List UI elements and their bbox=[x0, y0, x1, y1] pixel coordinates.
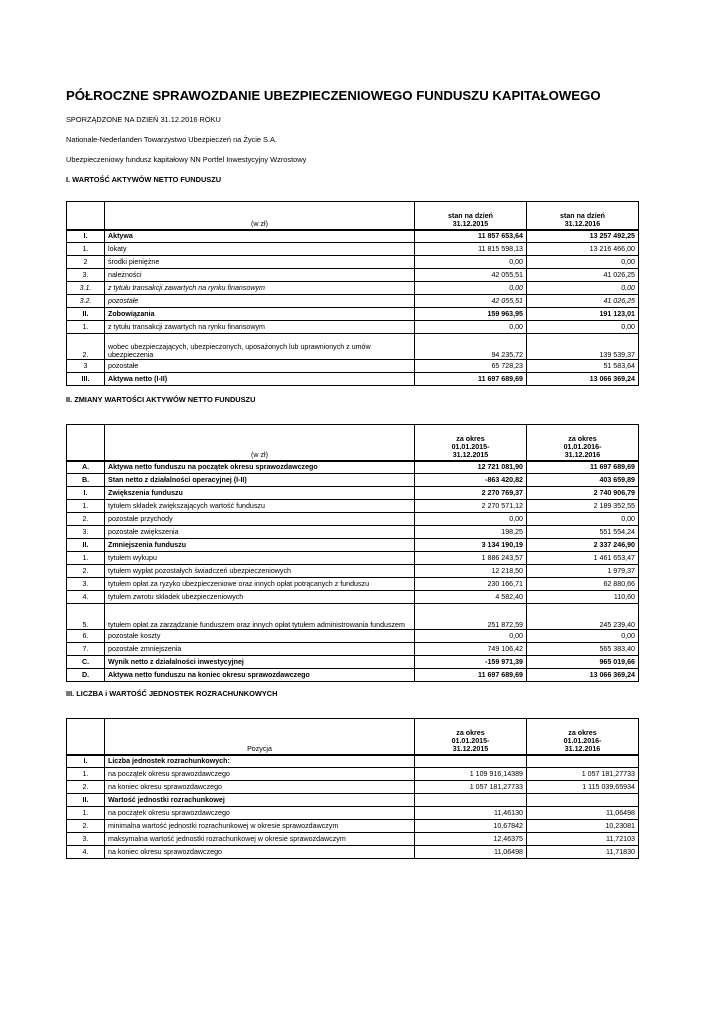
row-number-cell: 6. bbox=[67, 630, 105, 643]
header-col2-cell bbox=[527, 202, 639, 230]
row-label-cell: pozostałe bbox=[105, 295, 415, 308]
row-label-cell: tytułem wykupu bbox=[105, 552, 415, 565]
row-label-cell: tytułem zwrotu składek ubezpieczeniowych bbox=[105, 591, 415, 604]
row-number-cell: 7. bbox=[67, 643, 105, 656]
row-label-cell: wobec ubezpieczających, ubezpieczonych, uposażonych lub uprawnionych z umów ubezpieczenia bbox=[105, 334, 415, 360]
row-value2-cell: 1 057 181,27733 bbox=[527, 768, 639, 781]
row-label-cell: tytułem opłat za zarządzanie funduszem oraz innych opłat tytułem administrowania funduszem bbox=[105, 604, 415, 630]
row-number-cell: 2. bbox=[67, 513, 105, 526]
section3-heading: III. LICZBA i WARTOŚĆ JEDNOSTEK ROZRACHUNKOWYCH bbox=[66, 689, 278, 698]
section2-heading: II. ZMIANY WARTOŚCI AKTYWÓW NETTO FUNDUSZU bbox=[66, 395, 256, 404]
table-row bbox=[67, 360, 639, 373]
table-row bbox=[67, 500, 639, 513]
row-number-cell: II. bbox=[67, 308, 105, 321]
col2-to: 31.12.2016 bbox=[564, 451, 601, 460]
row-label-cell: pozostałe bbox=[105, 360, 415, 373]
net-assets-changes-body bbox=[67, 461, 639, 682]
row-label-cell: maksymalna wartość jednostki rozrachunkowej w okresie sprawozdawczym bbox=[105, 833, 415, 846]
col1-caption: stan na dzień bbox=[448, 212, 493, 221]
row-label-cell: z tytułu transakcji zawartych na rynku finansowym bbox=[105, 282, 415, 295]
table-row bbox=[67, 243, 639, 256]
row-label-cell: należności bbox=[105, 269, 415, 282]
row-number-cell: 4. bbox=[67, 591, 105, 604]
col2-caption: stan na dzień bbox=[560, 212, 605, 221]
row-value1-cell: 11 857 653,64 bbox=[415, 230, 527, 243]
row-value2-cell: 0,00 bbox=[527, 630, 639, 643]
col2-from: 01.01.2016- bbox=[563, 737, 602, 746]
report-title: PÓŁROCZNE SPRAWOZDANIE UBEZPIECZENIOWEGO FUNDUSZU KAPITAŁOWEGO bbox=[66, 88, 601, 103]
col1-to: 31.12.2015 bbox=[452, 451, 489, 460]
table-row bbox=[67, 256, 639, 269]
row-value1-cell: 4 582,40 bbox=[415, 591, 527, 604]
table-row bbox=[67, 669, 639, 682]
row-value2-cell: 11,71830 bbox=[527, 846, 639, 859]
col1-date: 31.12.2015 bbox=[452, 220, 489, 229]
row-value2-cell: 0,00 bbox=[527, 282, 639, 295]
table-row bbox=[67, 643, 639, 656]
row-number-cell: 3. bbox=[67, 269, 105, 282]
row-value1-cell: 11 697 689,69 bbox=[415, 373, 527, 386]
settlement-units-table bbox=[66, 718, 639, 859]
header-lp-cell bbox=[67, 425, 105, 461]
row-value1-cell: 0,00 bbox=[415, 282, 527, 295]
col2-caption: za okres bbox=[568, 435, 597, 444]
col2-from: 01.01.2016- bbox=[563, 443, 602, 452]
row-value1-cell: 0,00 bbox=[415, 321, 527, 334]
row-label-cell: tytułem wypłat pozostałych świadczeń ubezpieczeniowych bbox=[105, 565, 415, 578]
row-value2-cell: 10,23081 bbox=[527, 820, 639, 833]
row-label-cell: Aktywa netto funduszu na początek okresu sprawozdawczego bbox=[105, 461, 415, 474]
row-value1-cell: 230 166,71 bbox=[415, 578, 527, 591]
row-number-cell: B. bbox=[67, 474, 105, 487]
table-row bbox=[67, 308, 639, 321]
col1-caption: za okres bbox=[456, 729, 485, 738]
row-value2-cell: 565 383,40 bbox=[527, 643, 639, 656]
table-row bbox=[67, 513, 639, 526]
table-row bbox=[67, 578, 639, 591]
col1-to: 31.12.2015 bbox=[452, 745, 489, 754]
net-assets-table bbox=[66, 201, 639, 386]
row-value1-cell bbox=[415, 755, 527, 768]
row-number-cell: 3. bbox=[67, 833, 105, 846]
table-row bbox=[67, 487, 639, 500]
row-value2-cell: 1 115 039,65934 bbox=[527, 781, 639, 794]
row-value2-cell: 139 539,37 bbox=[527, 334, 639, 360]
row-value1-cell: 11,46130 bbox=[415, 807, 527, 820]
row-value2-cell: 41 026,25 bbox=[527, 269, 639, 282]
row-value2-cell: 51 583,64 bbox=[527, 360, 639, 373]
row-value1-cell bbox=[415, 794, 527, 807]
row-label-cell: tytułem składek zwiększających wartość funduszu bbox=[105, 500, 415, 513]
row-value1-cell: 159 963,95 bbox=[415, 308, 527, 321]
table-row bbox=[67, 604, 639, 630]
row-value2-cell: 2 740 906,79 bbox=[527, 487, 639, 500]
table-row bbox=[67, 846, 639, 859]
row-value2-cell: 13 066 369,24 bbox=[527, 373, 639, 386]
table-row bbox=[67, 461, 639, 474]
row-label-cell: Zmniejszenia funduszu bbox=[105, 539, 415, 552]
row-value1-cell: 1 886 243,57 bbox=[415, 552, 527, 565]
col1-caption: za okres bbox=[456, 435, 485, 444]
section1-heading: I. WARTOŚĆ AKTYWÓW NETTO FUNDUSZU bbox=[66, 175, 222, 184]
row-number-cell: 1. bbox=[67, 552, 105, 565]
row-value1-cell: -863 420,82 bbox=[415, 474, 527, 487]
row-number-cell: 5. bbox=[67, 604, 105, 630]
row-label-cell: pozostałe koszty bbox=[105, 630, 415, 643]
settlement-units-body bbox=[67, 755, 639, 859]
table-row bbox=[67, 781, 639, 794]
header-col1-cell bbox=[415, 425, 527, 461]
row-value2-cell: 13 216 466,00 bbox=[527, 243, 639, 256]
row-value1-cell: 11,06498 bbox=[415, 846, 527, 859]
table-row bbox=[67, 768, 639, 781]
row-value2-cell: 0,00 bbox=[527, 256, 639, 269]
table-header-row bbox=[67, 425, 639, 461]
row-value2-cell bbox=[527, 794, 639, 807]
row-label-cell: minimalna wartość jednostki rozrachunkowej w okresie sprawozdawczym bbox=[105, 820, 415, 833]
row-number-cell: III. bbox=[67, 373, 105, 386]
row-value1-cell: 11 697 689,69 bbox=[415, 669, 527, 682]
row-value2-cell: 62 880,66 bbox=[527, 578, 639, 591]
row-label-cell: na koniec okresu sprawozdawczego bbox=[105, 781, 415, 794]
row-value1-cell: 0,00 bbox=[415, 256, 527, 269]
row-value2-cell: 191 123,01 bbox=[527, 308, 639, 321]
row-value2-cell: 11,06498 bbox=[527, 807, 639, 820]
row-label-cell: Aktywa netto (I-II) bbox=[105, 373, 415, 386]
row-number-cell: D. bbox=[67, 669, 105, 682]
row-value2-cell: 403 659,89 bbox=[527, 474, 639, 487]
row-value2-cell: 1 461 653,47 bbox=[527, 552, 639, 565]
table-row bbox=[67, 630, 639, 643]
row-value2-cell bbox=[527, 755, 639, 768]
row-number-cell: 2. bbox=[67, 781, 105, 794]
header-col2-cell bbox=[527, 719, 639, 755]
row-label-cell: środki pieniężne bbox=[105, 256, 415, 269]
table-row bbox=[67, 373, 639, 386]
header-position-cell: Pozycja bbox=[105, 719, 415, 755]
row-number-cell: 3. bbox=[67, 526, 105, 539]
row-label-cell: lokaty bbox=[105, 243, 415, 256]
table-row bbox=[67, 526, 639, 539]
row-value2-cell: 13 257 492,25 bbox=[527, 230, 639, 243]
row-number-cell: 3. bbox=[67, 578, 105, 591]
header-col2-cell bbox=[527, 425, 639, 461]
row-label-cell: Wynik netto z działalności inwestycyjnej bbox=[105, 656, 415, 669]
col2-to: 31.12.2016 bbox=[564, 745, 601, 754]
table-row bbox=[67, 474, 639, 487]
row-value1-cell: 42 055,51 bbox=[415, 269, 527, 282]
row-number-cell: 3 bbox=[67, 360, 105, 373]
row-label-cell: Stan netto z działalności operacyjnej (I-II) bbox=[105, 474, 415, 487]
row-number-cell: I. bbox=[67, 487, 105, 500]
row-number-cell: 2 bbox=[67, 256, 105, 269]
header-lp-cell bbox=[67, 202, 105, 230]
table-row bbox=[67, 295, 639, 308]
col1-from: 01.01.2015- bbox=[451, 737, 490, 746]
row-value2-cell: 11 697 689,69 bbox=[527, 461, 639, 474]
table-row bbox=[67, 321, 639, 334]
row-number-cell: 2. bbox=[67, 334, 105, 360]
table-row bbox=[67, 794, 639, 807]
table-row bbox=[67, 334, 639, 360]
row-value2-cell: 0,00 bbox=[527, 513, 639, 526]
table-row bbox=[67, 565, 639, 578]
row-value1-cell: 94 235,72 bbox=[415, 334, 527, 360]
table-header-row bbox=[67, 202, 639, 230]
row-label-cell: Zobowiązania bbox=[105, 308, 415, 321]
row-number-cell: 4. bbox=[67, 846, 105, 859]
row-value1-cell: 42 055,51 bbox=[415, 295, 527, 308]
header-unit-cell: (w zł) bbox=[105, 425, 415, 461]
row-label-cell: na początek okresu sprawozdawczego bbox=[105, 807, 415, 820]
report-subtitle: SPORZĄDZONE NA DZIEŃ 31.12.2016 ROKU bbox=[66, 115, 221, 124]
row-value1-cell: 12 218,50 bbox=[415, 565, 527, 578]
row-value2-cell: 13 066 369,24 bbox=[527, 669, 639, 682]
row-value2-cell: 551 554,24 bbox=[527, 526, 639, 539]
row-label-cell: Liczba jednostek rozrachunkowych: bbox=[105, 755, 415, 768]
row-label-cell: pozostałe zwiększenia bbox=[105, 526, 415, 539]
row-value2-cell: 11,72103 bbox=[527, 833, 639, 846]
row-value1-cell: 11 815 598,13 bbox=[415, 243, 527, 256]
row-value1-cell: -159 971,39 bbox=[415, 656, 527, 669]
row-label-cell: tytułem opłat za ryzyko ubezpieczeniowe oraz innych opłat potrącanych z funduszu bbox=[105, 578, 415, 591]
row-label-cell: Wartość jednostki rozrachunkowej bbox=[105, 794, 415, 807]
row-number-cell: 3.2. bbox=[67, 295, 105, 308]
col1-from: 01.01.2015- bbox=[451, 443, 490, 452]
fund-name: Ubezpieczeniowy fundusz kapitałowy NN Portfel Inwestycyjny Wzrostowy bbox=[66, 155, 307, 164]
row-label-cell: Aktywa netto funduszu na koniec okresu sprawozdawczego bbox=[105, 669, 415, 682]
row-number-cell: II. bbox=[67, 539, 105, 552]
row-label-cell: Zwiększenia funduszu bbox=[105, 487, 415, 500]
header-col1-cell bbox=[415, 719, 527, 755]
col2-caption: za okres bbox=[568, 729, 597, 738]
table-header-row bbox=[67, 719, 639, 755]
row-number-cell: A. bbox=[67, 461, 105, 474]
table-row bbox=[67, 269, 639, 282]
company-name: Nationale-Nederlanden Towarzystwo Ubezpieczeń na Życie S.A. bbox=[66, 135, 278, 144]
row-value2-cell: 0,00 bbox=[527, 321, 639, 334]
row-number-cell: I. bbox=[67, 230, 105, 243]
row-number-cell: 1. bbox=[67, 243, 105, 256]
row-value1-cell: 65 728,23 bbox=[415, 360, 527, 373]
header-lp-cell bbox=[67, 719, 105, 755]
row-value1-cell: 1 057 181,27733 bbox=[415, 781, 527, 794]
row-value1-cell: 198,25 bbox=[415, 526, 527, 539]
row-value2-cell: 41 026,25 bbox=[527, 295, 639, 308]
row-number-cell: I. bbox=[67, 755, 105, 768]
row-value1-cell: 12 721 081,90 bbox=[415, 461, 527, 474]
table-row bbox=[67, 833, 639, 846]
net-assets-body bbox=[67, 230, 639, 386]
net-assets-changes-table bbox=[66, 424, 639, 682]
row-value1-cell: 10,67842 bbox=[415, 820, 527, 833]
row-value1-cell: 251 872,59 bbox=[415, 604, 527, 630]
row-value2-cell: 110,60 bbox=[527, 591, 639, 604]
row-label-cell: pozostałe przychody bbox=[105, 513, 415, 526]
table-row bbox=[67, 755, 639, 768]
table-row bbox=[67, 820, 639, 833]
table-row bbox=[67, 282, 639, 295]
row-number-cell: II. bbox=[67, 794, 105, 807]
row-number-cell: 1. bbox=[67, 768, 105, 781]
row-value1-cell: 2 270 571,12 bbox=[415, 500, 527, 513]
row-value2-cell: 2 189 352,55 bbox=[527, 500, 639, 513]
row-value1-cell: 0,00 bbox=[415, 513, 527, 526]
row-value1-cell: 0,00 bbox=[415, 630, 527, 643]
header-unit-cell: (w zł) bbox=[105, 202, 415, 230]
header-col1-cell bbox=[415, 202, 527, 230]
row-value1-cell: 2 270 769,37 bbox=[415, 487, 527, 500]
row-number-cell: 1. bbox=[67, 500, 105, 513]
row-value2-cell: 965 019,66 bbox=[527, 656, 639, 669]
row-number-cell: 1. bbox=[67, 807, 105, 820]
row-number-cell: 2. bbox=[67, 565, 105, 578]
col2-date: 31.12.2016 bbox=[564, 220, 601, 229]
row-label-cell: pozostałe zmniejszenia bbox=[105, 643, 415, 656]
row-value2-cell: 245 239,40 bbox=[527, 604, 639, 630]
row-label-cell: na koniec okresu sprawozdawczego bbox=[105, 846, 415, 859]
row-label-cell: na początek okresu sprawozdawczego bbox=[105, 768, 415, 781]
row-label-cell: Aktywa bbox=[105, 230, 415, 243]
table-row bbox=[67, 591, 639, 604]
table-row bbox=[67, 552, 639, 565]
row-number-cell: 1. bbox=[67, 321, 105, 334]
row-label-cell: z tytułu transakcji zawartych na rynku finansowym bbox=[105, 321, 415, 334]
table-row bbox=[67, 656, 639, 669]
row-value1-cell: 3 134 190,19 bbox=[415, 539, 527, 552]
row-number-cell: 2. bbox=[67, 820, 105, 833]
table-row bbox=[67, 230, 639, 243]
table-row bbox=[67, 539, 639, 552]
row-value1-cell: 749 106,42 bbox=[415, 643, 527, 656]
row-value2-cell: 2 337 246,90 bbox=[527, 539, 639, 552]
table-row bbox=[67, 807, 639, 820]
row-value1-cell: 1 109 916,14389 bbox=[415, 768, 527, 781]
row-number-cell: 3.1. bbox=[67, 282, 105, 295]
row-value1-cell: 12,46375 bbox=[415, 833, 527, 846]
row-number-cell: C. bbox=[67, 656, 105, 669]
row-value2-cell: 1 979,37 bbox=[527, 565, 639, 578]
